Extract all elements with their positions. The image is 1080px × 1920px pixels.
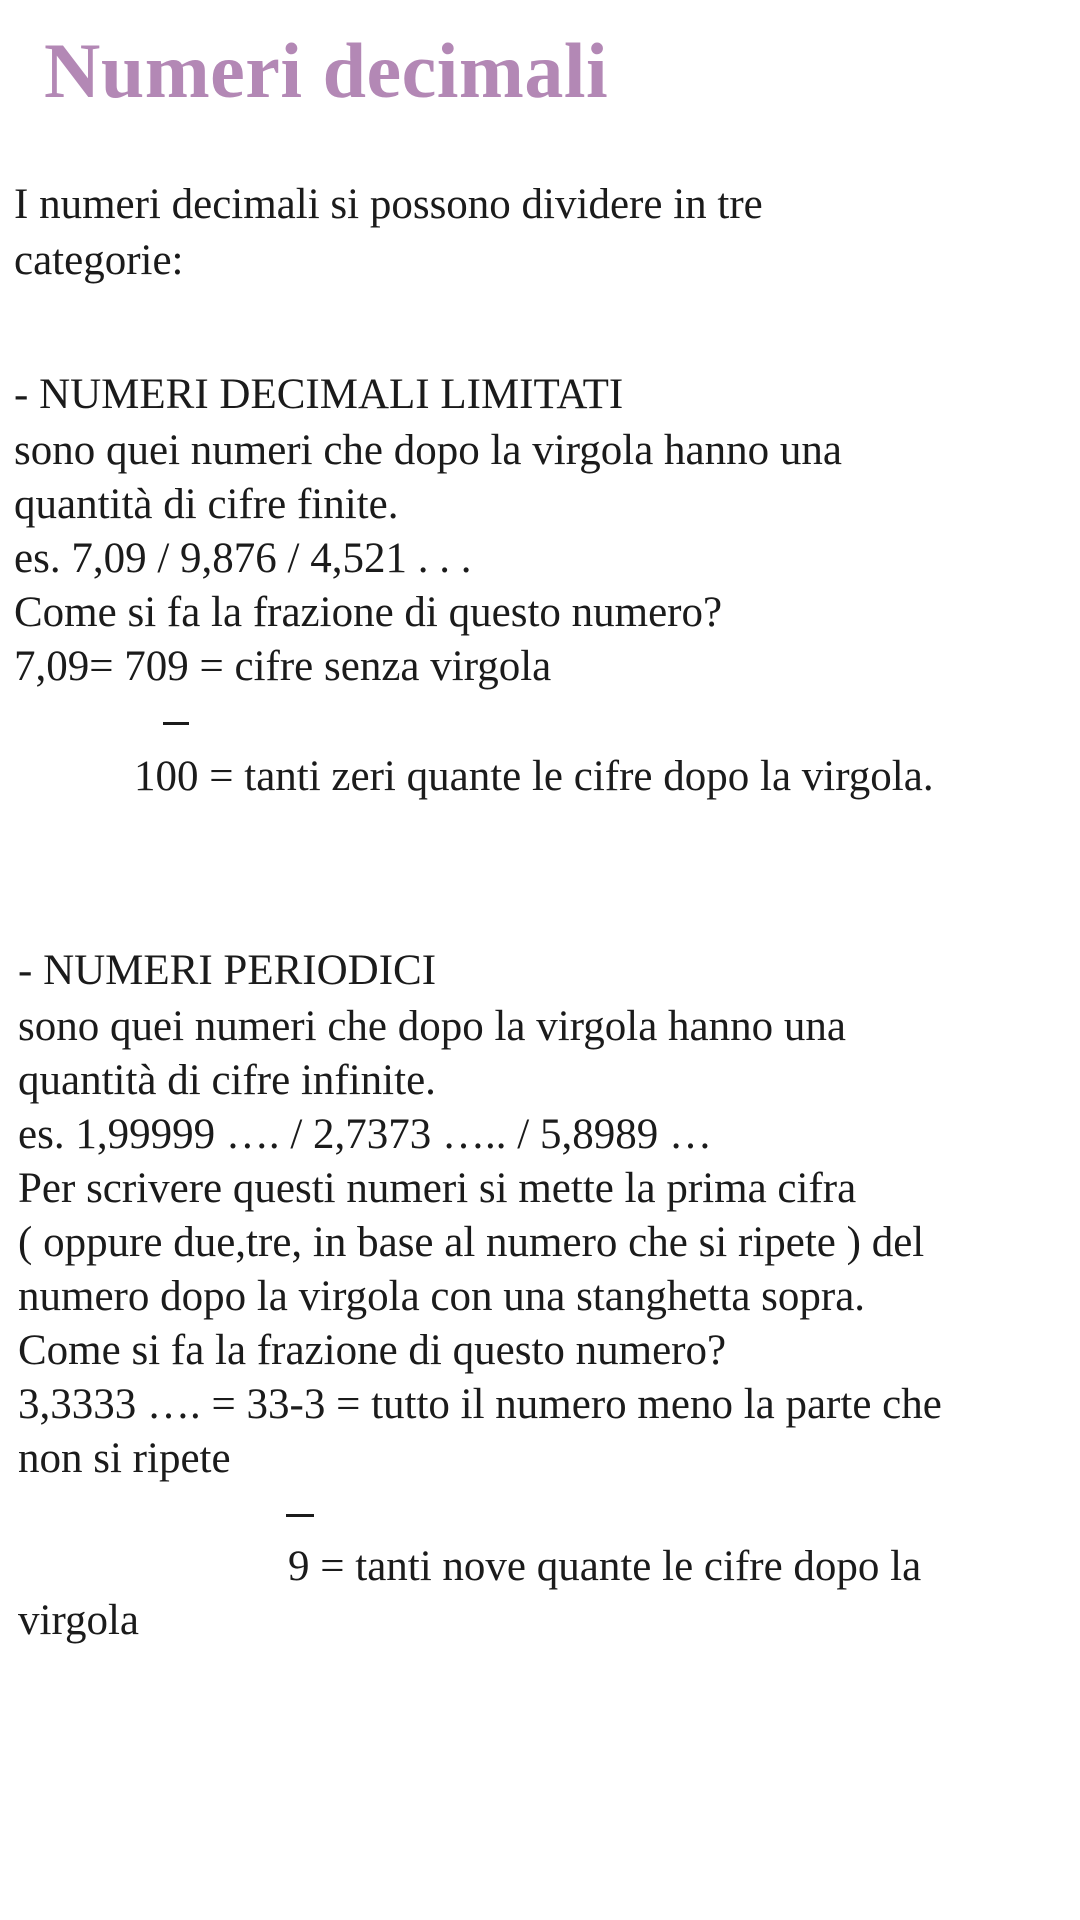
periodici-line-2: quantità di cifre infinite. xyxy=(18,1057,436,1104)
intro-line-1: I numeri decimali si possono dividere in tre xyxy=(14,181,763,228)
fraction-bar xyxy=(163,722,189,725)
periodici-line-11: virgola xyxy=(18,1597,140,1644)
periodici-line-5: ( oppure due,tre, in base al numero che si ripete ) del xyxy=(18,1219,925,1266)
periodici-line-7: Come si fa la frazione di questo numero? xyxy=(18,1327,727,1374)
limitati-line-5: 7,09= 709 = cifre senza virgola xyxy=(14,643,552,690)
periodici-line-8: 3,3333 …. = 33-3 = tutto il numero meno la parte che xyxy=(18,1381,942,1428)
limitati-line-1: sono quei numeri che dopo la virgola hanno una xyxy=(14,427,842,474)
periodici-line-4: Per scrivere questi numeri si mette la prima cifra xyxy=(18,1165,857,1212)
intro-line-2: categorie: xyxy=(14,237,184,284)
limitati-line-6: 100 = tanti zeri quante le cifre dopo la virgola. xyxy=(134,753,934,800)
limitati-line-3: es. 7,09 / 9,876 / 4,521 . . . xyxy=(14,535,472,582)
limitati-line-2: quantità di cifre finite. xyxy=(14,481,399,528)
page-title: Numeri decimali xyxy=(44,27,609,114)
periodici-line-9: non si ripete xyxy=(18,1435,231,1482)
periodici-line-6: numero dopo la virgola con una stanghetta sopra. xyxy=(18,1273,866,1320)
fraction-bar xyxy=(286,1514,314,1517)
periodici-line-1: sono quei numeri che dopo la virgola hanno una xyxy=(18,1003,846,1050)
section-limitati-heading: - NUMERI DECIMALI LIMITATI xyxy=(14,371,624,418)
periodici-line-10: 9 = tanti nove quante le cifre dopo la xyxy=(288,1543,922,1590)
periodici-line-3: es. 1,99999 …. / 2,7373 ….. / 5,8989 … xyxy=(18,1111,712,1158)
limitati-line-4: Come si fa la frazione di questo numero? xyxy=(14,589,723,636)
section-periodici-heading: - NUMERI PERIODICI xyxy=(18,947,437,994)
